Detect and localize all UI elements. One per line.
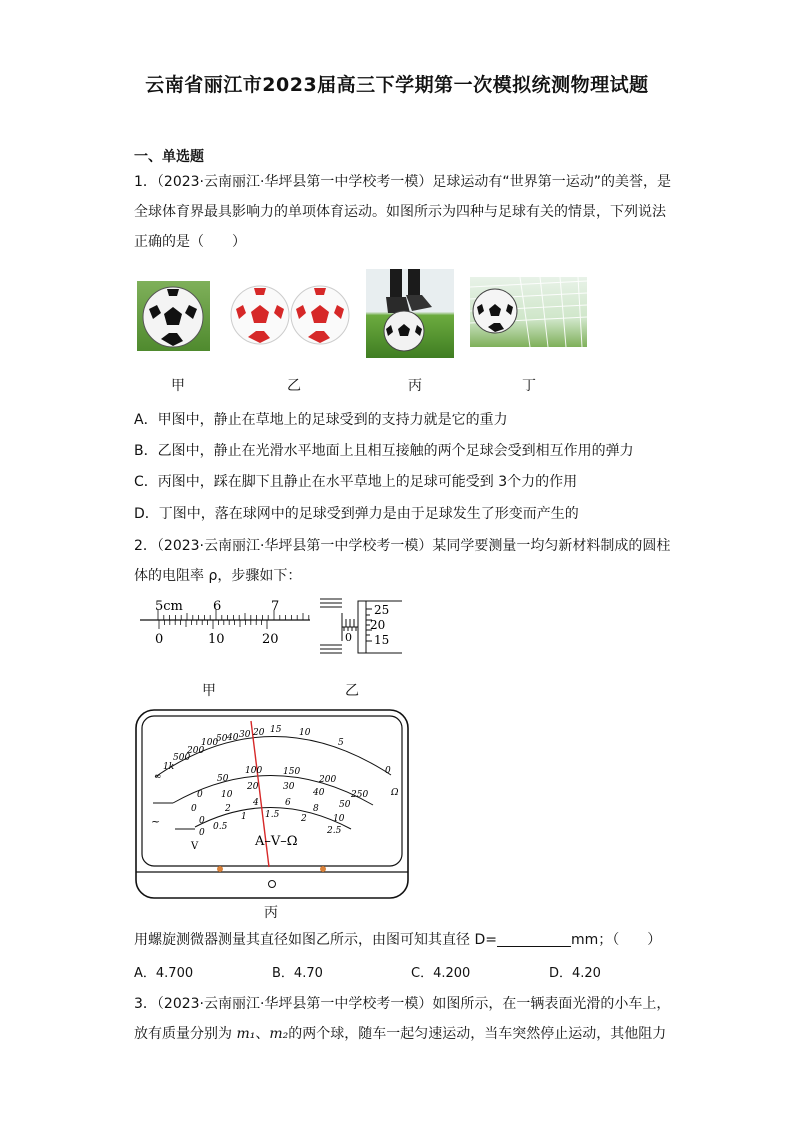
a-0: 0 <box>191 804 197 814</box>
football-icon <box>137 281 210 351</box>
micrometer-thimble-25: 25 <box>374 603 390 617</box>
ohm-0: 0 <box>385 766 391 776</box>
a-40: 40 <box>313 788 325 798</box>
a-10: 10 <box>221 790 233 800</box>
answer-blank <box>497 932 571 947</box>
low-2.5: 2.5 <box>327 826 342 836</box>
q2-line1: 2．（2023·云南丽江·华坪县第一中学校考一模）某同学要测量一均匀新材料制成的圆柱 <box>134 538 671 554</box>
ohm-500: 500 <box>173 753 191 763</box>
low-1.5: 1.5 <box>265 810 280 820</box>
caption-micrometer: 乙 <box>345 683 359 699</box>
micrometer-sleeve-label: 0 <box>345 631 352 644</box>
ohm-40: 40 <box>227 733 239 743</box>
q2-line2: 体的电阻率 ρ，步骤如下： <box>134 568 302 584</box>
q2-stem <box>134 930 661 950</box>
v-50: 50 <box>217 774 229 784</box>
caption-meter: 丙 <box>264 905 278 921</box>
q3-line2 <box>134 1024 666 1044</box>
meter-label: A–V–Ω <box>255 834 298 849</box>
q2-option-a: A．4.700 <box>134 966 194 981</box>
q3-line2-post: 的两个球，随车一起匀速运动，当车突然停止运动，其他阻力 <box>288 1026 667 1042</box>
s-6: 6 <box>285 798 291 808</box>
q3-m2: m₂ <box>269 1026 289 1042</box>
a-50: 50 <box>339 800 351 810</box>
zero-adjust-icon <box>269 881 276 888</box>
q1-line3: 正确的是（ ） <box>134 234 246 250</box>
caption-yi: 乙 <box>287 378 301 394</box>
micrometer-thimble-15: 15 <box>374 633 390 647</box>
q3-line1: 3．（2023·云南丽江·华坪县第一中学校考一模）如图所示，在一辆表面光滑的小车上， <box>134 996 671 1012</box>
s-8: 8 <box>313 804 319 814</box>
caliper-vernier-label-10: 10 <box>208 632 225 647</box>
football-image-jia <box>137 281 210 351</box>
caption-ding: 丁 <box>522 378 536 394</box>
s-10: 10 <box>333 814 345 824</box>
ohm-inf: ∞ <box>154 772 162 782</box>
caliper-main-label-5cm: 5cm <box>155 599 183 614</box>
football-image-ding <box>470 277 587 347</box>
q2-option-b: B．4.70 <box>272 966 323 981</box>
ohm-10: 10 <box>299 728 311 738</box>
ohm-1k: 1k <box>163 762 175 772</box>
foot-on-ball-icon <box>366 269 454 358</box>
low-0: 0 <box>199 828 205 838</box>
caliper-vernier-label-20: 20 <box>262 632 279 647</box>
vernier-caliper-figure <box>140 596 310 652</box>
caption-caliper: 甲 <box>202 683 216 699</box>
ohm-unit: Ω <box>391 788 399 798</box>
a-30: 30 <box>283 782 295 792</box>
micrometer-figure <box>318 595 404 659</box>
ohm-5: 5 <box>338 738 344 748</box>
caliper-vernier-label-0: 0 <box>155 632 164 647</box>
caption-jia: 甲 <box>171 378 185 394</box>
football-image-bing <box>366 269 454 358</box>
s-2: 2 <box>225 804 231 814</box>
q1-option-a: A．甲图中，静止在草地上的足球受到的支持力就是它的重力 <box>134 412 508 428</box>
screw-right-icon <box>320 866 326 872</box>
q2-option-d: D．4.20 <box>549 966 601 981</box>
q2-option-c: C．4.200 <box>411 966 471 981</box>
q3-m1: m₁ <box>236 1026 256 1042</box>
football-in-net-icon <box>470 277 587 347</box>
screw-left-icon <box>217 866 223 872</box>
a-20: 20 <box>247 782 259 792</box>
dc-mark: V <box>191 841 199 852</box>
s-0: 0 <box>199 816 205 826</box>
ac-mark: ~ <box>151 815 161 828</box>
q3-sep: 、 <box>255 1026 270 1042</box>
v-250: 250 <box>351 790 369 800</box>
two-footballs-icon <box>228 283 352 347</box>
v-150: 150 <box>283 767 301 777</box>
caliper-main-label-7: 7 <box>271 599 280 614</box>
q1-option-c: C．丙图中，踩在脚下且静止在水平草地上的足球可能受到 3个力的作用 <box>134 474 578 490</box>
v-0: 0 <box>197 790 203 800</box>
ohm-30: 30 <box>239 730 251 740</box>
page-title: 云南省丽江市2023届高三下学期第一次模拟统测物理试题 <box>145 74 649 96</box>
q1-option-b: B．乙图中，静止在光滑水平地面上且相互接触的两个足球会受到相互作用的弹力 <box>134 443 634 459</box>
multimeter-figure <box>133 707 411 901</box>
q1-option-d: D．丁图中，落在球网中的足球受到弹力是由于足球发生了形变而产生的 <box>134 506 579 522</box>
section-heading: 一、单选题 <box>134 149 204 165</box>
ohm-20: 20 <box>253 728 265 738</box>
caption-bing: 丙 <box>408 378 422 394</box>
ohm-100: 100 <box>201 738 219 748</box>
s-4: 4 <box>253 798 259 808</box>
v-100: 100 <box>245 766 263 776</box>
football-image-yi <box>228 283 352 347</box>
q1-line2: 全球体育界最具影响力的单项体育运动。如图所示为四种与足球有关的情景，下列说法 <box>134 204 666 220</box>
ohm-50: 50 <box>216 734 228 744</box>
q1-line1: 1．（2023·云南丽江·华坪县第一中学校考一模）足球运动有“世界第一运动”的美誉，是 <box>134 174 671 190</box>
low-0.5: 0.5 <box>213 822 228 832</box>
q2-stem-tail: mm；（ ） <box>570 932 662 948</box>
v-200: 200 <box>319 775 337 785</box>
micrometer-thimble-20: 20 <box>370 618 386 632</box>
low-2: 2 <box>301 814 307 824</box>
q2-stem-text: 用螺旋测微器测量其直径如图乙所示，由图可知其直径 D= <box>134 932 497 948</box>
low-1: 1 <box>241 812 247 822</box>
q3-line2-pre: 放有质量分别为 <box>134 1026 237 1042</box>
ohm-15: 15 <box>270 725 282 735</box>
caliper-main-label-6: 6 <box>213 599 222 614</box>
ohm-200: 200 <box>187 746 205 756</box>
